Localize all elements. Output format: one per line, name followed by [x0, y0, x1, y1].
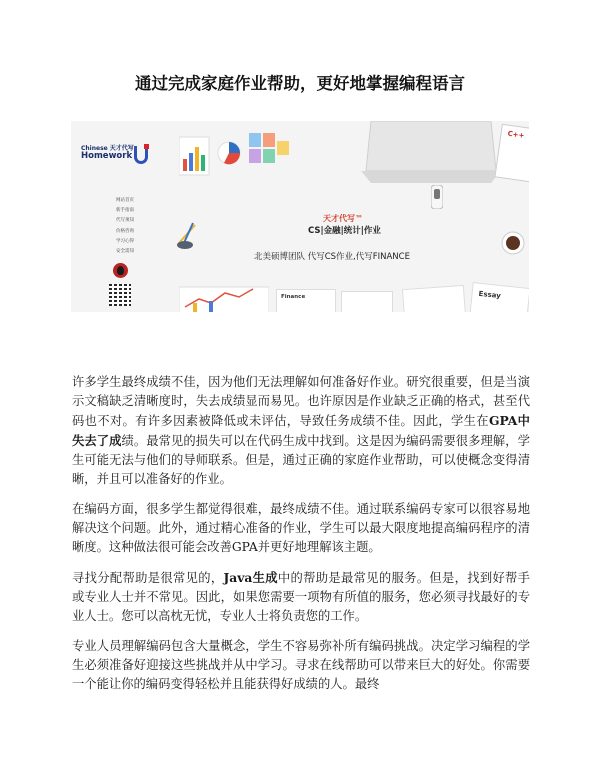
- essay-paper: [469, 282, 529, 312]
- logo-text-cn: Chinese 天才代写: [81, 145, 134, 152]
- menu-item: 学习心得: [116, 238, 134, 244]
- cpp-label: C++: [507, 129, 525, 140]
- bold-text: GPA中失去了成: [72, 413, 530, 448]
- banner-menu: [116, 197, 134, 258]
- report-paper: [341, 291, 393, 312]
- paragraph-2: 在编码方面，很多学生都觉得很难，最终成绩不佳。通过联系编码专家可以很容易地解决这个问题。此外，通过精心准备的作业，学生可以最大限度地提高编码程序的清晰度。这种做法很可能会改善GPA并更好地理解该主题。: [72, 502, 530, 554]
- menu-item: 新手指南: [116, 208, 134, 214]
- paragraph-text: 许多学生最终成绩不佳，因为他们无法理解如何准备好作业。研究很重要，但是当演示文稿缺乏清晰度时，失去成绩显而易见。也许原因是作业缺乏正确的格式，甚至代码也不对。有许多因素被降低或未评估，导致任务成绩不佳。因此，学生在: [72, 375, 530, 428]
- menu-item: 价格咨询: [116, 228, 134, 234]
- brand-slogan: 北美硕博团队 代写CS作业,代写FINANCE: [254, 252, 410, 262]
- finance-label: Finance: [281, 294, 306, 300]
- line-chart-paper: [179, 283, 269, 312]
- page-title: 通过完成家庭作业帮助，更好地掌握编程语言: [135, 74, 465, 93]
- finance-paper: [276, 289, 336, 312]
- site-logo: [81, 143, 141, 167]
- table-paper: [402, 285, 466, 312]
- paragraph-3: [72, 568, 530, 626]
- essay-label: Essay: [478, 289, 502, 301]
- brand-services: CS|金融|统计|作业: [308, 226, 381, 236]
- paragraph-4: 专业人员理解编码包含大量概念，学生不容易弥补所有编码挑战。决定学习编程的学生必须准备好迎接这些挑战并从中学习。寻求在线帮助可以带来巨大的好处。你需要一个能让你的编码变得轻松并且能获得好成绩的人。最终: [72, 639, 530, 691]
- menu-item: 安全需知: [116, 248, 134, 254]
- menu-item: 代写须知: [116, 218, 134, 224]
- brand-name: 天才代写™: [323, 214, 363, 223]
- logo-text-en: Homework: [81, 151, 133, 161]
- paragraph-text: 寻找分配帮助是很常见的，: [72, 571, 224, 585]
- menu-item: 网站首页: [116, 198, 134, 203]
- bold-link-text: Java生成: [223, 570, 278, 585]
- banner-image: [71, 121, 529, 312]
- bar-chart-icon: [179, 129, 299, 191]
- qr-code-icon: [109, 284, 131, 306]
- phone-icon: [431, 185, 443, 209]
- pencil-cup-icon: [173, 221, 201, 251]
- coffee-cup-icon: [501, 231, 527, 257]
- cpp-card: [494, 124, 529, 182]
- avatar: [113, 263, 128, 278]
- paragraph-1: [72, 373, 530, 489]
- paragraph-text: 中的帮助是最常见的服务。但是，找到好帮手或专业人士并不常见。因此，如果您需要一项物有所值的服务，您必须寻找最好的专业人士。您可以高枕无忧，专业人士将负责您的工作。: [72, 571, 530, 623]
- paragraph-text: 绩。最常见的损失可以在代码生成中找到。这是因为编码需要很多理解，学生可能无法与他们的导师联系。但是，通过正确的家庭作业帮助，可以使概念变得清晰，并且可以准备好的作业。: [72, 434, 530, 486]
- logo-mark-icon: [134, 146, 148, 164]
